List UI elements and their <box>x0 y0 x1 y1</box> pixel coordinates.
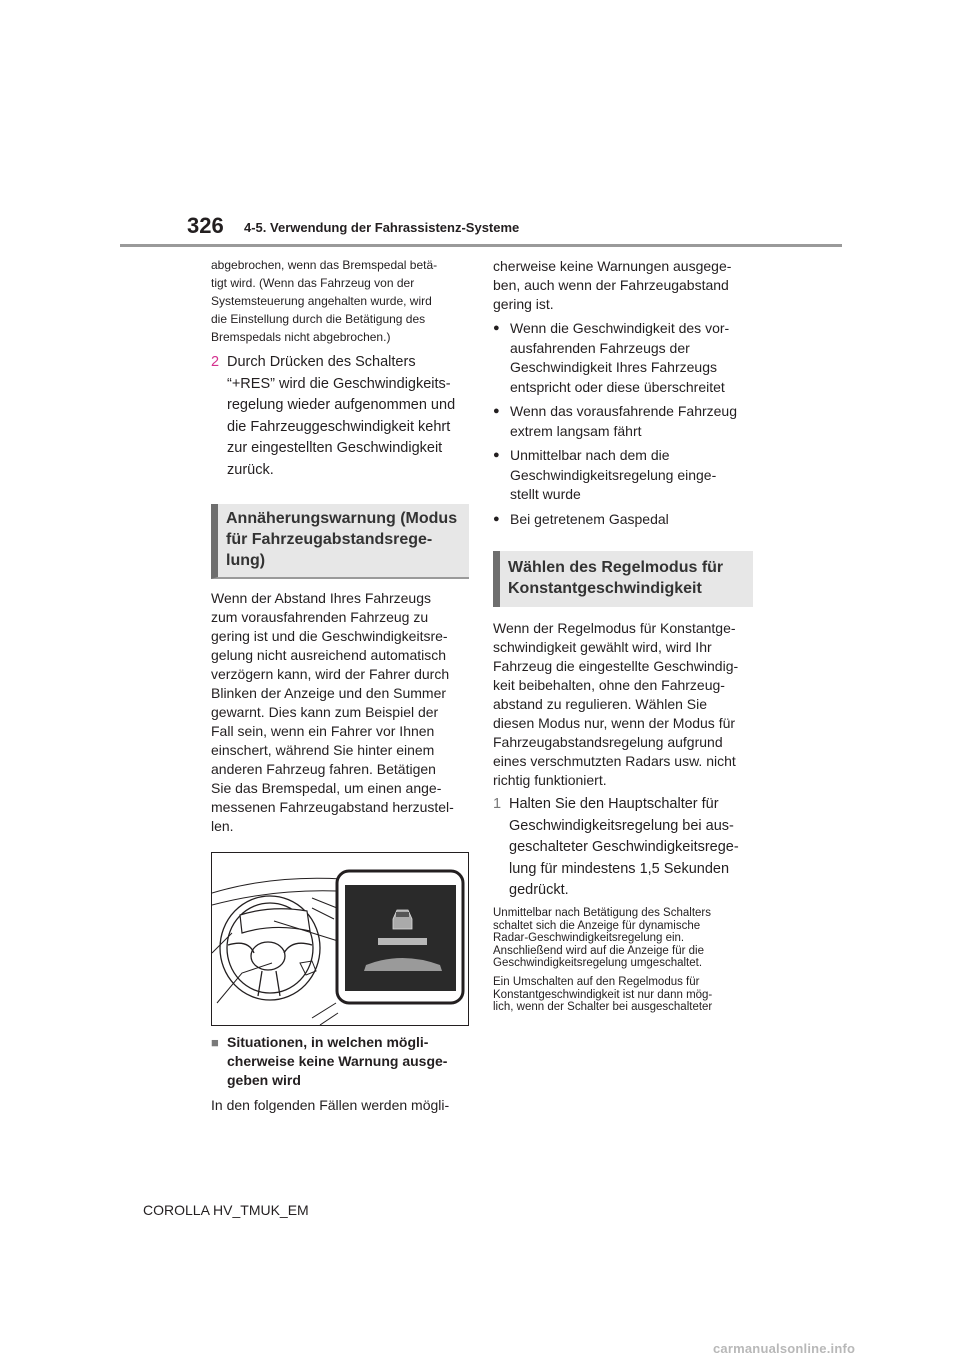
text-line: die Einstellung durch die Betätigung des <box>211 312 426 326</box>
text-line: tigt wird. (Wenn das Fahrzeug von der <box>211 276 415 290</box>
text-line: Bei getretenem Gaspedal <box>510 510 669 527</box>
section-heading-approach-warning <box>211 504 469 579</box>
text-line: eines verschmutzten Radars usw. nicht <box>493 753 736 769</box>
constant-speed-paragraph <box>493 619 753 790</box>
note-indicator-switch <box>493 907 753 970</box>
list-item <box>493 319 753 397</box>
text-line: Bremspedals nicht abgebrochen.) <box>211 330 391 344</box>
text-line: Konstantgeschwindigkeit ist nur dann mög- <box>493 988 713 1001</box>
text-line: geschalteter Geschwindigkeitsrege- <box>509 839 739 856</box>
list-item <box>493 446 753 505</box>
bullet-list <box>493 319 753 529</box>
left-column <box>211 256 469 836</box>
section-heading-constant-speed <box>493 551 753 607</box>
text-line: messenen Fahrzeugabstand herzustel- <box>211 798 454 815</box>
text-line: einschert, während Sie hinter einem <box>211 741 435 758</box>
text-line: entspricht oder diese überschreitet <box>510 378 725 395</box>
text-line: Situationen, in welchen mögli- <box>227 1034 429 1050</box>
list-item <box>493 510 753 530</box>
text-line: Anschließend wird auf die Anzeige für die <box>493 944 704 957</box>
step-1 <box>493 794 753 902</box>
text-line: zurück. <box>227 461 274 478</box>
text-line: Blinken der Anzeige und den Summer <box>211 684 447 701</box>
text-line: Unmittelbar nach Betätigung des Schalters <box>493 906 711 919</box>
text-line: Wenn der Regelmodus für Konstantge- <box>493 620 736 636</box>
page-number: 326 <box>187 213 224 238</box>
text-line: schwindigkeit gewählt wird, wird Ihr <box>493 639 712 655</box>
text-line: Unmittelbar nach dem die <box>510 447 670 463</box>
text-line: lung für mindestens 1,5 Sekunden <box>509 860 730 877</box>
heading-line: für Fahrzeugabstandsrege- <box>226 530 433 548</box>
text-line: Radar-Geschwindigkeitsregelung ein. <box>493 932 685 945</box>
text-line: keit beibehalten, ohne den Fahrzeug- <box>493 677 725 693</box>
text-line: gering ist. <box>493 296 554 312</box>
text-line: abgebrochen, wenn das Bremspedal betä- <box>211 258 438 272</box>
no-warning-block <box>211 1033 469 1115</box>
text-line: schaltet sich die Anzeige für dynamische <box>493 919 701 932</box>
text-line: extrem langsam fährt <box>510 422 642 439</box>
step-2 <box>211 352 469 482</box>
text-line: Geschwindigkeitsregelung umgeschaltet. <box>493 957 703 970</box>
text-line: Sie das Bremspedal, um einen ange- <box>211 779 442 796</box>
text-line: ben, auch wenn der Fahrzeugabstand <box>493 277 729 293</box>
heading-line: Wählen des Regelmodus für <box>508 559 724 576</box>
subheading-no-warning <box>211 1033 469 1090</box>
text-line: abstand zu regulieren. Wählen Sie <box>493 696 708 712</box>
note-switch-condition <box>493 976 753 1014</box>
text-line: Systemsteuerung angehalten wurde, wird <box>211 294 432 308</box>
text-line: gewarnt. Dies kann zum Beispiel der <box>211 703 439 720</box>
text-line: ausfahrenden Fahrzeugs der <box>510 339 690 356</box>
text-line: In den folgenden Fällen werden mögli- <box>211 1097 450 1113</box>
text-line: stellt wurde <box>510 486 581 502</box>
heading-line: lung) <box>226 551 266 569</box>
continuation-paragraph <box>493 257 753 314</box>
heading-line: Konstantgeschwindigkeit <box>508 580 702 597</box>
text-line: Geschwindigkeit Ihres Fahrzeugs <box>510 359 717 375</box>
distance-bar <box>378 938 427 945</box>
approach-warning-paragraph <box>211 589 469 836</box>
text-line: lich, wenn der Schalter bei ausgeschalteter <box>493 1001 713 1014</box>
header-rule <box>120 244 842 247</box>
right-column <box>493 257 753 1014</box>
text-line: Halten Sie den Hauptschalter für <box>509 796 719 812</box>
text-line: die Fahrzeuggeschwindigkeit kehrt <box>227 418 451 435</box>
step-number: 2 <box>211 354 220 370</box>
text-line: gelung nicht ausreichend automatisch <box>211 646 447 663</box>
bullet-dot-icon: ● <box>493 405 500 417</box>
dashboard-drawing <box>212 853 468 1025</box>
text-line: Geschwindigkeitsregelung bei aus- <box>509 817 734 834</box>
text-line: anderen Fahrzeug fahren. Betätigen <box>211 760 436 777</box>
step-number: 1 <box>493 796 502 812</box>
text-line: regelung wieder aufgenommen und <box>227 397 456 414</box>
text-line: cherweise keine Warnung ausge- <box>227 1053 448 1069</box>
text-line: richtig funktioniert. <box>493 772 607 788</box>
preceding-car-icon <box>393 910 412 929</box>
text-line: Fahrzeugabstandsregelung aufgrund <box>493 734 723 750</box>
chapter-title: 4-5. Verwendung der Fahrassistenz-Systeme <box>244 220 520 235</box>
text-line: Wenn das vorausfahrende Fahrzeug <box>510 403 737 419</box>
bullet-dot-icon: ● <box>493 449 500 461</box>
text-line: gering ist und die Geschwindigkeitsre- <box>211 627 448 644</box>
text-line: verzögern kann, wird der Fahrer durch <box>211 665 450 682</box>
text-line: “+RES” wird die Geschwindigkeits- <box>227 375 451 392</box>
watermark: carmanualsonline.info <box>713 1341 856 1356</box>
text-line: len. <box>211 817 234 834</box>
text-line: zum vorausfahrenden Fahrzeug zu <box>211 608 429 625</box>
text-line: Durch Drücken des Schalters <box>227 354 416 370</box>
text-line: cherweise keine Warnungen ausgege- <box>493 258 732 274</box>
intro-text <box>211 256 469 346</box>
text-line: diesen Modus nur, wenn der Modus für <box>493 715 736 731</box>
bullet-dot-icon: ● <box>493 322 500 334</box>
text-line: Wenn der Abstand Ihres Fahrzeugs <box>211 589 431 606</box>
text-line: zur eingestellten Geschwindigkeit <box>227 440 443 457</box>
dashboard-illustration <box>211 852 469 1026</box>
text-line: Ein Umschalten auf den Regelmodus für <box>493 975 700 988</box>
text-line: gedrückt. <box>509 882 569 899</box>
square-bullet-icon: ■ <box>211 1035 219 1050</box>
bullet-dot-icon: ● <box>493 512 500 525</box>
text-line: geben wird <box>227 1072 301 1088</box>
text-line: Geschwindigkeitsregelung einge- <box>510 466 717 483</box>
heading-line: Annäherungswarnung (Modus <box>226 509 458 527</box>
list-item <box>493 402 753 441</box>
text-line: Wenn die Geschwindigkeit des vor- <box>510 320 730 336</box>
footer-model: COROLLA HV_TMUK_EM <box>143 1202 309 1218</box>
text-line: Fahrzeug die eingestellte Geschwindig- <box>493 658 739 674</box>
text-line: Fall sein, wenn ein Fahrer vor Ihnen <box>211 722 435 739</box>
